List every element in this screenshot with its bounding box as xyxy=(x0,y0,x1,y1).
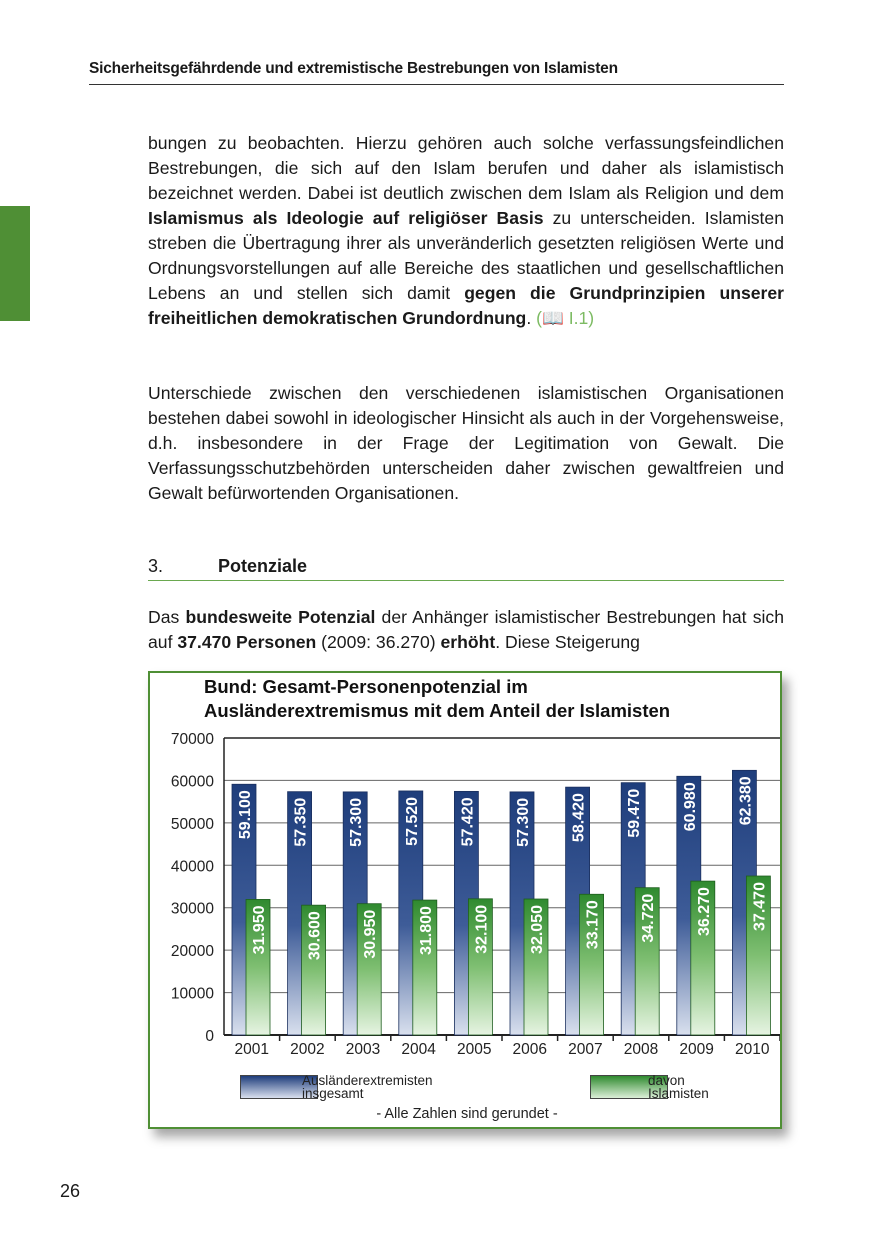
data-label-islamists: 32.050 xyxy=(529,905,546,954)
bar-chart xyxy=(150,673,780,1073)
reference-link[interactable]: (📖 I.1) xyxy=(536,308,595,328)
legend-label-total-line-2: insgesamt xyxy=(302,1086,364,1101)
chapter-side-tab xyxy=(0,206,30,321)
x-tick-label: 2009 xyxy=(679,1041,714,1058)
data-label-total: 57.520 xyxy=(403,796,421,846)
data-label-islamists: 37.470 xyxy=(751,882,769,931)
paragraph-1-part: bungen zu beobachten. Hierzu gehören auch solche verfassungsfeindlichen Bestrebungen, die sich auf den Islam berufen und daher als islamistisch bezeichnet werden. Dabei ist deutlich zwischen dem Islam als Religion und dem xyxy=(148,133,784,203)
chart-box xyxy=(148,671,782,1129)
paragraph-1-part: zu unterscheiden. Islamisten streben die Übertragung ihrer als unveränderlich gesetzten religiösen Werte und Ordnungsvorstellungen auf alle Bereiche des staatlichen und gesellschaftlichen Lebens an und stellen sich damit xyxy=(148,208,784,303)
y-tick-label: 70000 xyxy=(170,731,214,748)
y-tick-label: 40000 xyxy=(170,858,214,876)
data-label-islamists: 30.600 xyxy=(306,911,324,961)
x-tick-label: 2007 xyxy=(568,1041,603,1058)
section-number: 3. xyxy=(148,556,164,576)
paragraph-3-bold-potenzial: bundesweite Potenzial xyxy=(185,607,376,627)
data-label-islamists: 32.100 xyxy=(473,904,491,954)
paragraph-3-part: der Anhänger islamistischer Bestrebungen hat sich auf xyxy=(148,607,784,652)
data-label-islamists: 31.950 xyxy=(251,905,268,955)
paragraph-3-bold-personen: 37.470 Personen xyxy=(177,632,317,652)
chart-title-line-1: Bund: Gesamt-Personenpotenzial im xyxy=(204,676,528,697)
legend-label-islamists xyxy=(648,1074,748,1100)
paragraph-3-part: Das xyxy=(148,607,186,627)
paragraph-3-part: . Diese Steigerung xyxy=(495,632,640,652)
x-tick-label: 2010 xyxy=(734,1041,770,1058)
legend-label-islamists-line-1: davon xyxy=(648,1073,685,1088)
data-label-total: 57.420 xyxy=(459,797,477,847)
section-title: Potenziale xyxy=(218,556,308,576)
data-label-islamists: 30.950 xyxy=(362,909,380,959)
data-label-total: 58.420 xyxy=(570,793,588,843)
data-label-islamists: 31.800 xyxy=(417,906,435,956)
data-label-total: 62.380 xyxy=(737,776,755,826)
legend-label-total-line-1: Ausländerextremisten xyxy=(302,1073,433,1088)
paragraph-1-bold-islamismus: Islamismus als Ideologie auf religiöser Basis xyxy=(148,208,544,228)
x-tick-label: 2005 xyxy=(456,1041,492,1058)
x-tick-label: 2002 xyxy=(290,1041,325,1058)
legend-label-total xyxy=(302,1074,482,1100)
y-tick-label: 50000 xyxy=(170,815,214,833)
data-label-total: 57.350 xyxy=(292,797,310,847)
paragraph-3 xyxy=(148,605,784,655)
y-tick-label: 0 xyxy=(205,1028,214,1045)
data-label-total: 59.470 xyxy=(626,788,644,838)
chart-footnote: - Alle Zahlen sind gerundet - xyxy=(376,1106,558,1122)
x-tick-label: 2006 xyxy=(512,1041,548,1058)
paragraph-3-bold-erhoeht: erhöht xyxy=(440,632,496,652)
y-tick-label: 60000 xyxy=(170,773,214,791)
data-label-total: 57.300 xyxy=(348,797,366,847)
y-tick-label: 30000 xyxy=(170,900,214,918)
data-label-total: 57.300 xyxy=(515,797,532,847)
paragraph-1-bold-grundordnung: gegen die Grundprinzipien unserer freiheitlichen demokratischen Grundordnung xyxy=(148,283,784,328)
section-heading xyxy=(148,556,784,581)
data-label-islamists: 33.170 xyxy=(584,900,602,950)
x-tick-label: 2004 xyxy=(401,1041,436,1058)
paragraph-1-part: . xyxy=(526,308,537,328)
x-tick-label: 2008 xyxy=(623,1041,659,1058)
data-label-total: 59.100 xyxy=(237,790,254,840)
chart-title-line-2: Ausländerextremismus mit dem Anteil der Islamisten xyxy=(204,700,671,721)
paragraph-2: Unterschiede zwischen den verschiedenen islamistischen Organisationen bestehen dabei sowohl in ideologischer Hinsicht als auch in der Vorgehensweise, d.h. insbesondere in der Frage der Legitimation von Gewalt. Die Verfassungsschutzbehörden unterscheiden daher zwischen gewaltfreien und Gewalt befürwortenden Organisationen. xyxy=(148,383,784,503)
running-header: Sicherheitsgefährdende und extremistische Bestrebungen von Islamisten xyxy=(89,60,784,85)
data-label-islamists: 36.270 xyxy=(695,887,713,937)
page-number: 26 xyxy=(60,1181,81,1201)
y-tick-label: 10000 xyxy=(170,985,214,1003)
paragraph-3-part: (2009: 36.270) xyxy=(316,632,441,652)
y-tick-label: 20000 xyxy=(170,943,214,961)
legend-label-islamists-line-2: Islamisten xyxy=(648,1086,709,1101)
paragraph-1 xyxy=(148,131,784,331)
x-tick-label: 2001 xyxy=(234,1041,270,1058)
x-tick-label: 2003 xyxy=(345,1041,381,1058)
data-label-total: 60.980 xyxy=(681,782,699,832)
data-label-islamists: 34.720 xyxy=(640,893,658,943)
